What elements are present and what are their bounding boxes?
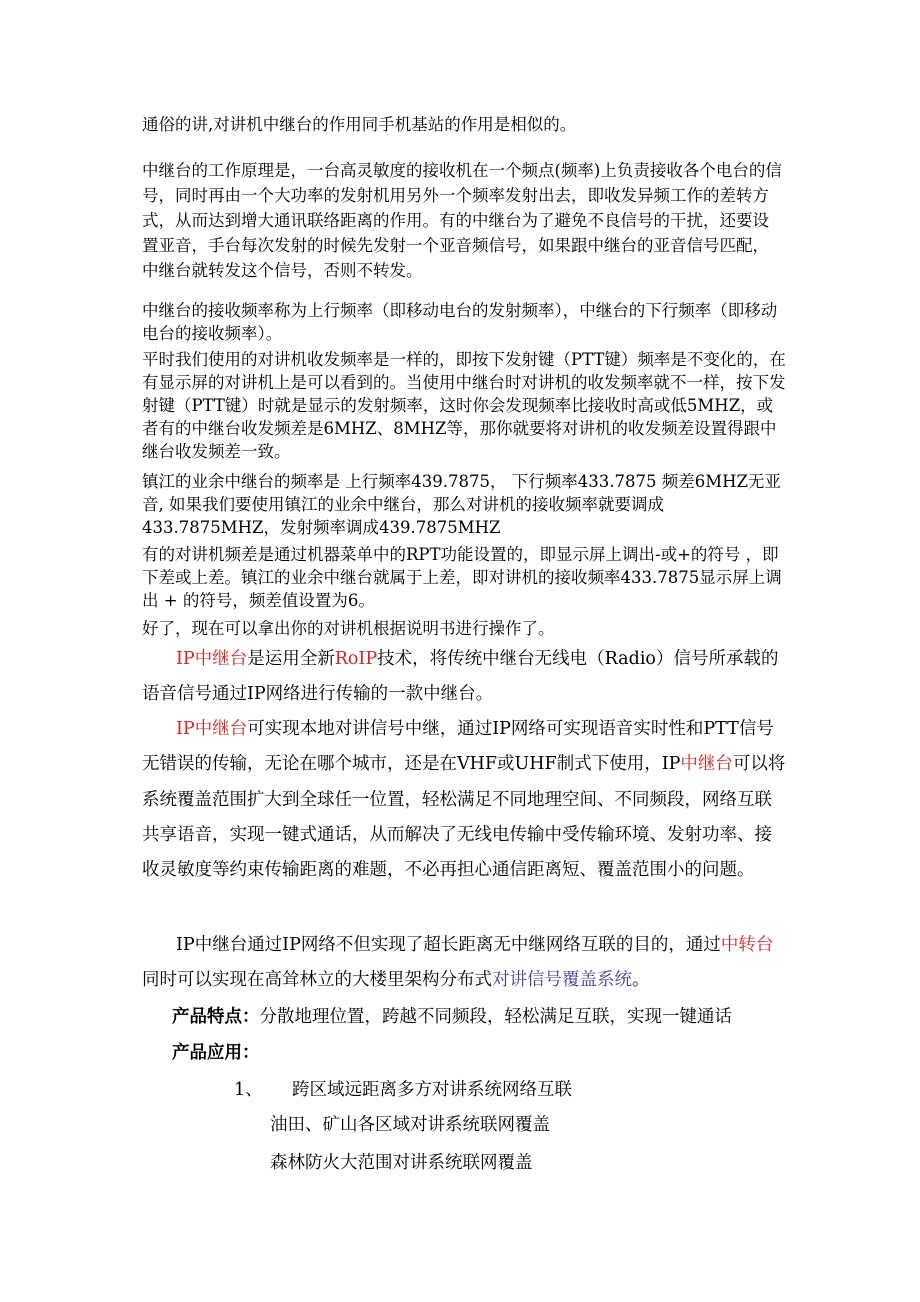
list-item-number: 1、 — [234, 1080, 263, 1100]
text-segment: 技术，将传统中继台无线电（Radio）信号所承载的语音信号通过IP网络进行传输的一款中继台。 — [142, 649, 779, 705]
paragraph-intro: 通俗的讲,对讲机中继台的作用同手机基站的作用是相似的。 — [142, 115, 577, 134]
text-segment: IP中继台通过IP网络不但实现了超长距离无中继网络互联的目的，通过 — [176, 935, 721, 955]
paragraph-ip-repeater-intro — [142, 642, 788, 713]
text-segment: 。 — [632, 970, 650, 991]
features-label: 产品特点： — [172, 1007, 260, 1027]
term-ip-repeater: IP中继台 — [176, 719, 248, 739]
paragraph-working-principle: 中继台的工作原理是，一台高灵敏度的接收机在一个频点(频率)上负责接收各个电台的信号，同时再由一个大功率的发射机用另外一个频率发射出去，即收发异频工作的差转方式，从而达到增大通讯联络距离的作用。有的中继台为了避免不良信号的干扰，还要设置亚音，手台每次发射的时候先发射一个亚音频信号，如果跟中继台的亚音信号匹配，中继台就转发这个信号，否则不转发。 — [142, 161, 782, 280]
list-item: 森林防火大范围对讲系统联网覆盖 — [270, 1153, 533, 1173]
list-item: 油田、矿山各区域对讲系统联网覆盖 — [270, 1115, 550, 1135]
paragraph-closing: 好了，现在可以拿出你的对讲机根据说明书进行操作了。 — [142, 619, 555, 638]
product-features — [172, 1000, 812, 1035]
term-relay-station: 中转台 — [720, 935, 774, 955]
text-segment: 同时可以实现在高耸林立的大楼里架构分布式 — [142, 970, 492, 991]
paragraph-ptt-frequency: 平时我们使用的对讲机收发频率是一样的，即按下发射键（PTT键）频率是不变化的，在有显示屏的对讲机上是可以看到的。当使用中继台时对讲机的收发频率就不一样，按下发射键（PTT键）时就是显示的发射频率，这时你会发现频率比接收时高或低5MHZ，或者有的中继台收发频差是6MHZ、8MHZ等，那你就要将对讲机的收发频差设置得跟中继台收发频差一致。 — [142, 350, 786, 461]
features-text: 分散地理位置，跨越不同频段，轻松满足互联，实现一键通话 — [259, 1007, 732, 1027]
list-item: 跨区域远距离多方对讲系统网络互联 — [292, 1080, 572, 1100]
paragraph-rpt-setting: 有的对讲机频差是通过机器菜单中的RPT功能设置的，即显示屏上调出-或+的符号 ，即下差或上差。镇江的业余中继台就属于上差，即对讲机的接收频率433.7875显示屏上调出 + 的符号，频差值设置为6。 — [142, 545, 782, 610]
paragraph-ip-repeater-network — [142, 928, 788, 999]
text-segment: 可实现本地对讲信号中继，通过IP网络可实现语音实时性和PTT信号无错误的传输，无论在哪个城市，还是在VHF或UHF制式下使用，IP — [142, 719, 774, 775]
term-ip-repeater: IP中继台 — [176, 649, 248, 669]
paragraph-frequency-definition: 中继台的接收频率称为上行频率（即移动电台的发射频率），中继台的下行频率（即移动电台的接收频率）。 — [142, 301, 778, 343]
text-segment: 是运用全新 — [247, 649, 335, 669]
term-repeater: 中继台 — [680, 754, 733, 775]
text-segment: 可以将系统覆盖范围扩大到全球任一位置，轻松满足不同地理空间、不同频段，网络互联共享语音，实现一键式通话，从而解决了无线电传输中受传输环境、发射功率、接收灵敏度等约束传输距离的难题，不必再担心通信距离短、覆盖范围小的问题。 — [142, 754, 786, 881]
product-applications-label: 产品应用： — [172, 1043, 260, 1063]
term-roip: RoIP — [334, 649, 378, 669]
paragraph-zhenjiang-repeater: 镇江的业余中继台的频率是 上行频率439.7875， 下行频率433.7875 频差6MHZ无亚音, 如果我们要使用镇江的业余中继台，那么对讲机的接收频率就要调成433.7875MHZ，发射频率调成439.7875MHZ — [142, 472, 781, 537]
link-coverage-system[interactable]: 对讲信号覆盖系统 — [492, 970, 632, 991]
paragraph-ip-repeater-features — [142, 712, 788, 888]
